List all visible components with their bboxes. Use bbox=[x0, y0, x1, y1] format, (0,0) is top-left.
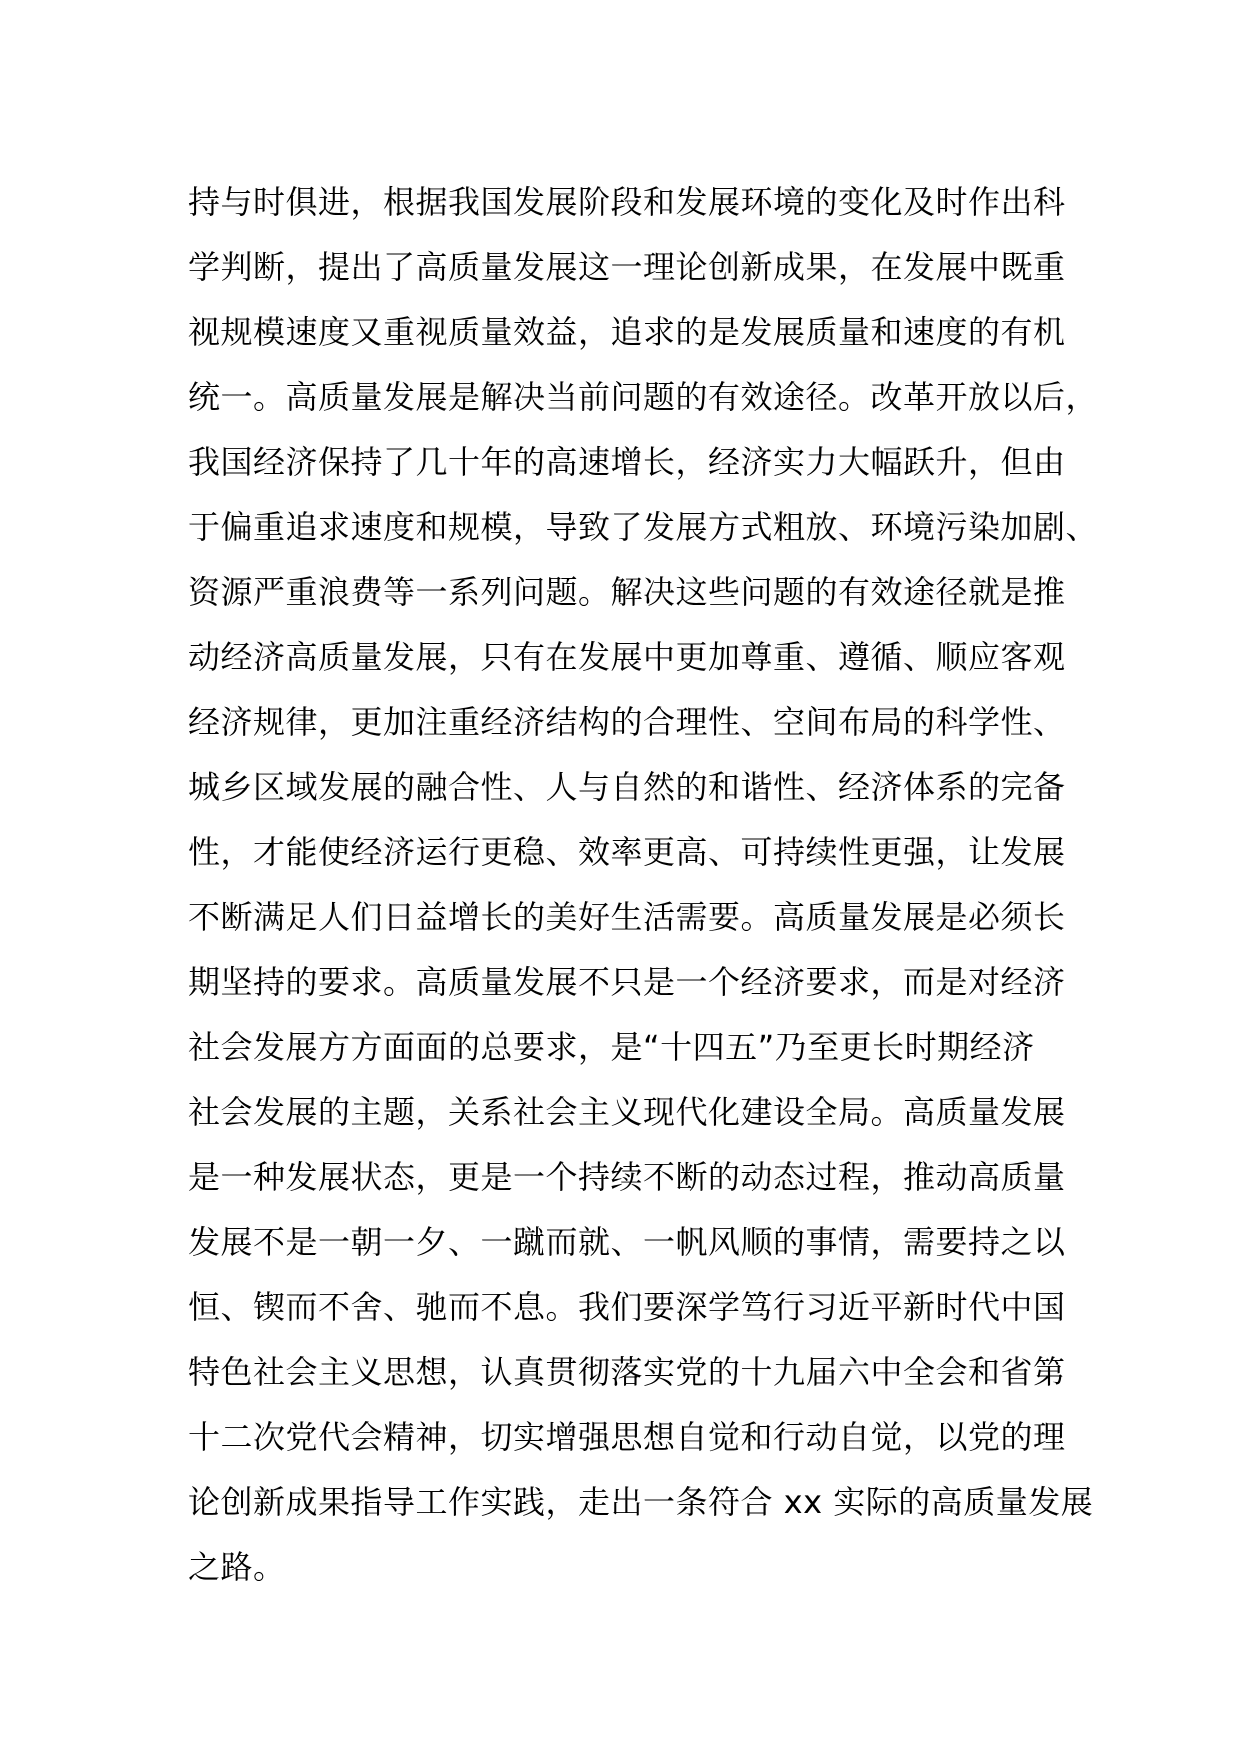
text-line: 是一种发展状态，更是一个持续不断的动态过程，推动高质量 bbox=[188, 1158, 1066, 1196]
text-line: 学判断，提出了高质量发展这一理论创新成果，在发展中既重 bbox=[188, 248, 1066, 286]
text-line: 视规模速度又重视质量效益，追求的是发展质量和速度的有机 bbox=[188, 313, 1066, 351]
text-line: 资源严重浪费等一系列问题。解决这些问题的有效途径就是推 bbox=[188, 573, 1066, 611]
text-line: 论创新成果指导工作实践，走出一条符合 xx 实际的高质量发展 bbox=[188, 1483, 1094, 1521]
text-line: 特色社会主义思想，认真贯彻落实党的十九届六中全会和省第 bbox=[188, 1353, 1066, 1391]
text-line: 统一。高质量发展是解决当前问题的有效途径。改革开放以后， bbox=[188, 378, 1099, 416]
text-line: 持与时俱进，根据我国发展阶段和发展环境的变化及时作出科 bbox=[188, 183, 1066, 221]
text-line: 恒、锲而不舍、驰而不息。我们要深学笃行习近平新时代中国 bbox=[188, 1288, 1066, 1326]
body-paragraph bbox=[188, 170, 1099, 1600]
text-line: 于偏重追求速度和规模，导致了发展方式粗放、环境污染加剧、 bbox=[188, 508, 1099, 546]
text-line: 我国经济保持了几十年的高速增长，经济实力大幅跃升，但由 bbox=[188, 443, 1066, 481]
text-line: 经济规律，更加注重经济结构的合理性、空间布局的科学性、 bbox=[188, 703, 1066, 741]
text-line: 社会发展的主题，关系社会主义现代化建设全局。高质量发展 bbox=[188, 1093, 1066, 1131]
text-line: 之路。 bbox=[188, 1548, 286, 1586]
text-line: 城乡区域发展的融合性、人与自然的和谐性、经济体系的完备 bbox=[188, 768, 1066, 806]
text-line: 期坚持的要求。高质量发展不只是一个经济要求，而是对经济 bbox=[188, 963, 1066, 1001]
text-line: 社会发展方方面面的总要求，是“十四五”乃至更长时期经济 bbox=[188, 1028, 1035, 1066]
text-line: 性，才能使经济运行更稳、效率更高、可持续性更强，让发展 bbox=[188, 833, 1066, 871]
text-line: 不断满足人们日益增长的美好生活需要。高质量发展是必须长 bbox=[188, 898, 1066, 936]
text-line: 动经济高质量发展，只有在发展中更加尊重、遵循、顺应客观 bbox=[188, 638, 1066, 676]
text-line: 十二次党代会精神，切实增强思想自觉和行动自觉，以党的理 bbox=[188, 1418, 1066, 1456]
text-line: 发展不是一朝一夕、一蹴而就、一帆风顺的事情，需要持之以 bbox=[188, 1223, 1066, 1261]
